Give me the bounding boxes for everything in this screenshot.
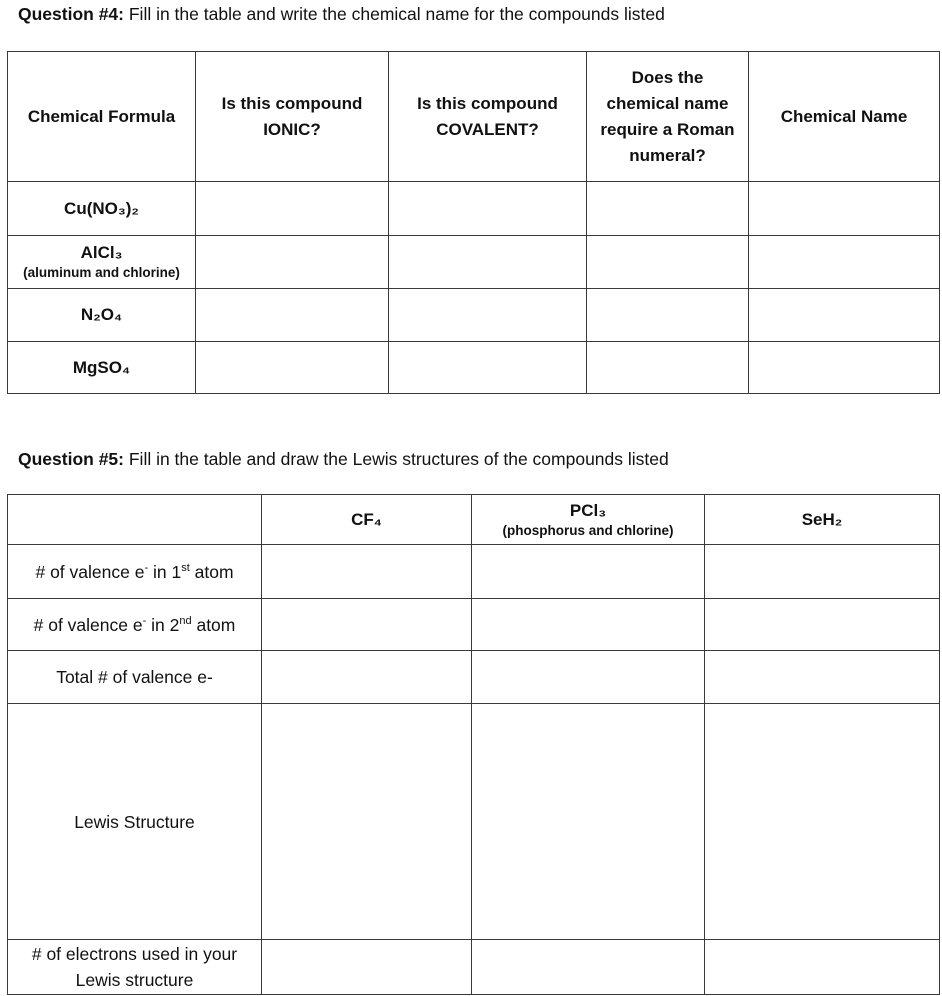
- answer-cell[interactable]: [472, 599, 705, 651]
- answer-cell[interactable]: [262, 940, 472, 995]
- question-4-title: [18, 4, 665, 24]
- lewis-drawing-cell[interactable]: [262, 704, 472, 940]
- header-empty-cell: [8, 495, 262, 545]
- header-seh2-formula: SeH₂: [801, 509, 843, 529]
- answer-cell[interactable]: [262, 651, 472, 704]
- header-pcl3-formula: PCl₃: [569, 500, 607, 520]
- table-header-row: [8, 495, 940, 545]
- formula-text: AlCl₃: [80, 243, 123, 262]
- answer-cell[interactable]: [705, 599, 940, 651]
- header-ionic: Is this compound IONIC?: [196, 52, 389, 182]
- header-pcl3: [472, 495, 705, 545]
- answer-cell[interactable]: [705, 940, 940, 995]
- roman-numeral-answer-cell[interactable]: [587, 342, 749, 394]
- answer-cell[interactable]: [262, 545, 472, 599]
- row-label-part: atom: [189, 561, 234, 582]
- answer-cell[interactable]: [705, 545, 940, 599]
- roman-numeral-answer-cell[interactable]: [587, 236, 749, 289]
- table-row: [8, 940, 940, 995]
- roman-numeral-answer-cell[interactable]: [587, 289, 749, 342]
- table-row: [8, 599, 940, 651]
- table-row: [8, 342, 940, 394]
- row-label-sup: nd: [179, 614, 192, 627]
- row-label-sup: -: [142, 614, 147, 627]
- table-row: [8, 704, 940, 940]
- formula-cell: [8, 182, 196, 236]
- formula-text: MgSO₄: [72, 357, 131, 377]
- header-chemical-name: Chemical Name: [749, 52, 940, 182]
- chemical-name-answer-cell[interactable]: [749, 236, 940, 289]
- lewis-drawing-cell[interactable]: [705, 704, 940, 940]
- table-row: [8, 182, 940, 236]
- lewis-drawing-cell[interactable]: [472, 704, 705, 940]
- row-label-lewis-structure: Lewis Structure: [8, 704, 262, 940]
- table-row: [8, 289, 940, 342]
- answer-cell[interactable]: [472, 940, 705, 995]
- header-covalent: Is this compound COVALENT?: [389, 52, 587, 182]
- row-label-valence-1st: [8, 545, 262, 599]
- answer-cell[interactable]: [705, 651, 940, 704]
- ionic-answer-cell[interactable]: [196, 182, 389, 236]
- row-label-part: in 1: [148, 561, 182, 582]
- ionic-answer-cell[interactable]: [196, 342, 389, 394]
- ionic-answer-cell[interactable]: [196, 289, 389, 342]
- row-label-electrons-used: # of electrons used in your Lewis structure: [8, 940, 262, 995]
- covalent-answer-cell[interactable]: [389, 342, 587, 394]
- row-label-part: in 2: [146, 614, 180, 635]
- formula-cell: [8, 342, 196, 394]
- question-5-label: Question #5:: [18, 449, 124, 469]
- answer-cell[interactable]: [472, 545, 705, 599]
- question-4-table: [7, 51, 940, 394]
- formula-text: Cu(NO₃)₂: [64, 198, 139, 218]
- chemical-name-answer-cell[interactable]: [749, 342, 940, 394]
- header-pcl3-note: (phosphorus and chlorine): [502, 522, 674, 538]
- header-cf4: [262, 495, 472, 545]
- formula-note: (aluminum and chlorine): [23, 265, 180, 280]
- table-header-row: [8, 52, 940, 182]
- question-5-title: [18, 449, 669, 469]
- table-row: [8, 651, 940, 704]
- formula-cell: [8, 289, 196, 342]
- roman-numeral-answer-cell[interactable]: [587, 182, 749, 236]
- header-cf4-formula: CF₄: [351, 509, 382, 529]
- table-row: [8, 545, 940, 599]
- header-chemical-formula: Chemical Formula: [8, 52, 196, 182]
- question-5-text: Fill in the table and draw the Lewis structures of the compounds listed: [124, 449, 669, 469]
- row-label-sup: -: [144, 561, 149, 574]
- question-4-text: Fill in the table and write the chemical name for the compounds listed: [124, 4, 665, 24]
- formula-text: N₂O₄: [80, 305, 123, 324]
- row-label-valence-2nd: [8, 599, 262, 651]
- row-label-total-valence: Total # of valence e-: [8, 651, 262, 704]
- covalent-answer-cell[interactable]: [389, 182, 587, 236]
- answer-cell[interactable]: [262, 599, 472, 651]
- header-roman-numeral: Does the chemical name require a Roman numeral?: [587, 52, 749, 182]
- ionic-answer-cell[interactable]: [196, 236, 389, 289]
- formula-cell: [8, 236, 196, 289]
- covalent-answer-cell[interactable]: [389, 289, 587, 342]
- row-label-part: # of valence e: [35, 561, 145, 582]
- answer-cell[interactable]: [472, 651, 705, 704]
- question-4-label: Question #4:: [18, 4, 124, 24]
- covalent-answer-cell[interactable]: [389, 236, 587, 289]
- question-5-table: [7, 494, 940, 995]
- table-row: [8, 236, 940, 289]
- row-label-part: # of valence e: [33, 614, 143, 635]
- header-seh2: [705, 495, 940, 545]
- chemical-name-answer-cell[interactable]: [749, 182, 940, 236]
- row-label-part: atom: [191, 614, 236, 635]
- chemical-name-answer-cell[interactable]: [749, 289, 940, 342]
- row-label-sup: st: [181, 561, 190, 574]
